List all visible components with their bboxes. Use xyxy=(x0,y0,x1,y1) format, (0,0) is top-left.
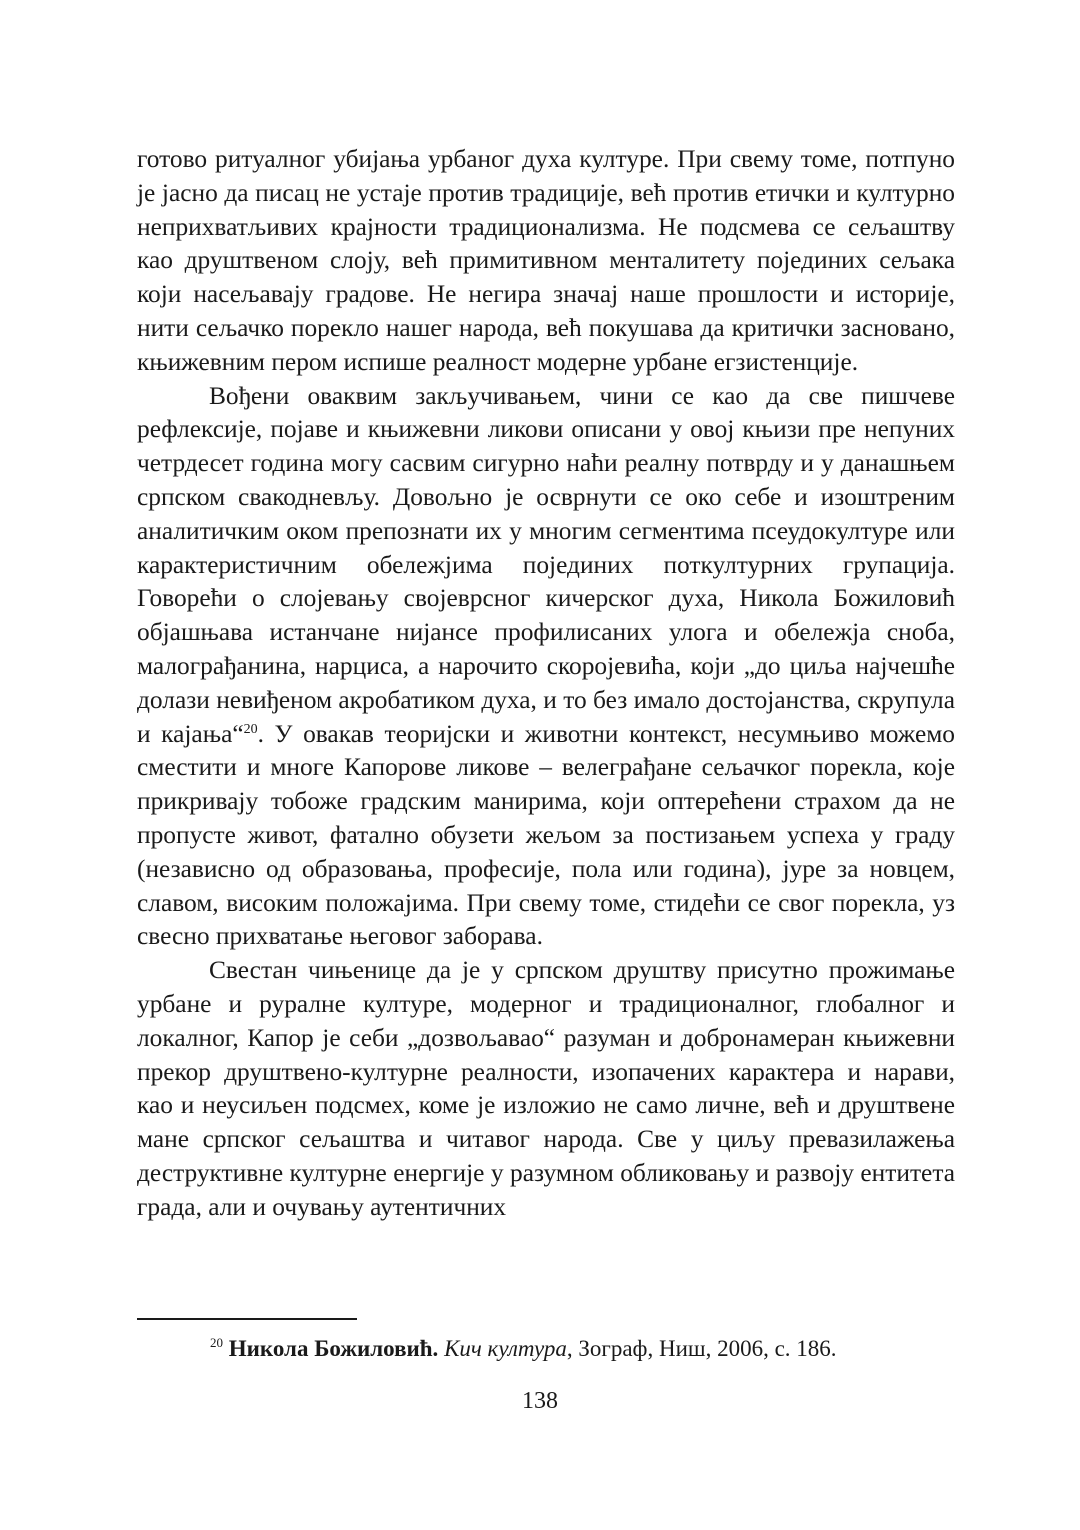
footnote-separator xyxy=(137,1318,357,1320)
footnote-details: , Зограф, Ниш, 2006, с. 186. xyxy=(566,1336,837,1361)
paragraph-2-text-2: . У овакав теоријски и животни контекст, несумњиво можемо сместити и многе Капорове ликове – велеграђане сељачког порекла, које прикривају тобоже градским манирима, који оптерећени страхом да не пропусте живот, фатално обузети жељом за постизањем успеха у граду (независно од образовања, професије, пола или година), јуре за новцем, славом, високим положајима. При свему томе, стидећи се свог порекла, уз свесно прихватање његовог заборава. xyxy=(137,719,955,951)
footnote-title: Кич култура xyxy=(444,1336,567,1361)
paragraph-3: Свестан чињенице да је у српском друштву присутно прожимање урбане и руралне културе, модерног и традиционалног, глобалног и локалног, Капор је себи „дозвољавао“ разуман и добронамеран књижевни прекор друштвено-културне реалности, изопачених карактера и нарави, као и неусиљен подсмех, коме је изложио не само личне, већ и друштвене мане српског сељаштва и читавог народа. Све у циљу превазилажења деструктивне културне енергије у разумном обликовању и развоју ентитета града, али и очувању аутентичних xyxy=(137,956,955,1221)
footnote-author: Никола Божиловић. xyxy=(228,1336,439,1361)
footnote-reference: 20 xyxy=(243,721,258,737)
paragraph-2 xyxy=(137,380,955,955)
page-number: 138 xyxy=(522,1388,558,1414)
paragraph-2-text-1: Вођени оваквим закључивањем, чини се као да све пишчеве рефлексије, појаве и књижевни ликови описани у овој књизи пре непуних четрдесет година могу сасвим сигурно наћи реалну потврду и у данашњем српском свакодневљу. Довољно је осврнути се око себе и изоштреним аналитичким оком препознати их у многим сегментима псеудокултуре или карактеристичним обележјима појединих поткултурних групација. Говорећи о слојевању својеврсног кичерског духа, Никола Божиловић објашњава истанчане нијансе профилисаних улога и обележја сноба, малограђанина, нарциса, а нарочито скоројевића, који „до циља најчешће долази невиђеном акробатиком духа, и то без имало достојанства, скрупула и кајања“ xyxy=(137,381,955,748)
footnote-number: 20 xyxy=(210,1335,223,1350)
paragraph-1: готово ритуалног убијања урбаног духа културе. При свему томе, потпуно је јасно да писац не устаје против традиције, већ против етички и културно неприхватљивих крајности традиционализма. Не подсмева се сељаштву као друштвеном слоју, већ примитивном менталитету појединих сељака који насељавају градове. Не негира значај наше прошлости и историје, нити сељачко порекло нашег народа, већ покушава да критички засновано, књижевним пером испише реалност модерне урбане егзистенције. xyxy=(137,145,955,376)
main-text xyxy=(137,143,955,1225)
footnote xyxy=(210,1334,970,1364)
